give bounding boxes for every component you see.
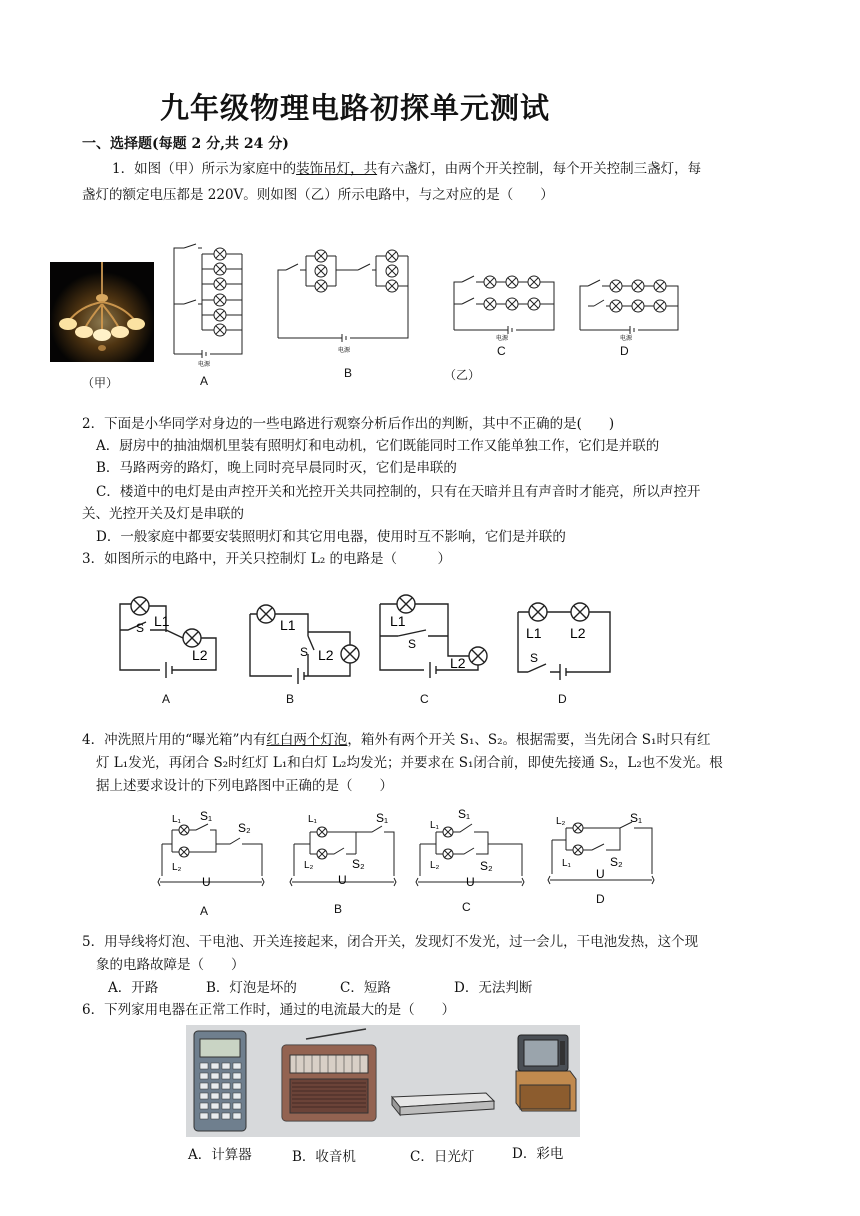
q1-option-d: D [620, 344, 629, 358]
svg-text:L1: L1 [390, 613, 406, 629]
q1-circuit-d [576, 276, 686, 342]
q6-option-b: B．收音机 [292, 1149, 356, 1165]
q1-caption-jia: （甲） [82, 376, 119, 390]
q6-option-d: D．彩电 [512, 1146, 564, 1162]
q6-stem: 6．下列家用电器在正常工作时，通过的电流最大的是（ ） [82, 1002, 456, 1018]
svg-text:电源: 电源 [198, 362, 211, 368]
television-image [516, 1035, 576, 1111]
q4-stem-line3: 据上述要求设计的下列电路图中正确的是（ ） [96, 778, 393, 794]
q4-option-d: D [596, 892, 605, 906]
svg-text:L₁: L₁ [562, 858, 571, 869]
q5-stem-line1: 5．用导线将灯泡、干电池、开关连接起来，闭合开关，发现灯不发光，过一会儿，干电池发热，这个现 [82, 934, 699, 950]
q4-stem-line2: 灯 L₁发光，再闭合 S₂时红灯 L₁和白灯 L₂均发光；并要求在 S₁闭合前，即使先接通 S₂，L₂也不发光。根 [96, 755, 723, 771]
q2-option-d: D．一般家庭中都要安装照明灯和其它用电器，使用时互不影响，它们是并联的 [96, 529, 566, 545]
chandelier-photo [50, 262, 154, 362]
svg-text:L1: L1 [526, 625, 542, 641]
q1-circuit-b [276, 248, 416, 354]
calculator-image [194, 1031, 246, 1131]
svg-text:电源: 电源 [620, 336, 633, 342]
q3-option-d: D [558, 692, 567, 706]
q3-circuit-a [116, 592, 224, 684]
svg-text:S: S [408, 637, 417, 651]
q3-option-a: A [162, 692, 171, 706]
svg-text:U: U [596, 867, 605, 881]
svg-text:S₂: S₂ [610, 855, 623, 869]
q1-caption-yi: （乙） [444, 368, 481, 382]
section-heading: 一、选择题(每题 2 分,共 24 分) [82, 136, 289, 152]
q4-option-a: A [200, 904, 209, 918]
svg-text:L₂: L₂ [172, 862, 182, 873]
q3-circuit-c [376, 590, 496, 682]
q5-option-d: D．无法判断 [454, 980, 533, 996]
q4-circuit-a [158, 806, 268, 892]
q2-stem: 2．下面是小华同学对身边的一些电路进行观察分析后作出的判断，其中不正确的是( ) [82, 416, 615, 432]
page-title: 九年级物理电路初探单元测试 [160, 91, 551, 125]
q3-circuit-b [246, 596, 368, 684]
svg-text:S: S [136, 621, 145, 635]
q4-option-b: B [334, 902, 343, 916]
appliances-picture [186, 1025, 580, 1137]
svg-text:L1: L1 [154, 613, 170, 629]
q1-option-c: C [497, 344, 506, 358]
q1-circuit-c [450, 272, 560, 342]
svg-text:S₁: S₁ [376, 811, 389, 825]
svg-text:S₂: S₂ [480, 859, 493, 873]
q6-option-a: A．计算器 [188, 1147, 252, 1163]
q5-stem-line2: 象的电路故障是（ ） [96, 957, 245, 973]
q2-option-b: B．马路两旁的路灯，晚上同时亮早晨同时灭，它们是串联的 [96, 460, 457, 476]
q1-circuit-a [170, 244, 250, 368]
svg-text:U: U [466, 875, 475, 889]
svg-text:电源: 电源 [496, 336, 509, 342]
svg-text:L2: L2 [318, 647, 334, 663]
svg-text:L2: L2 [450, 655, 466, 671]
svg-text:电源: 电源 [338, 348, 351, 354]
svg-text:U: U [338, 873, 347, 887]
svg-text:U: U [202, 875, 211, 889]
svg-text:L2: L2 [192, 647, 208, 663]
svg-text:L₂: L₂ [430, 860, 440, 871]
q3-stem: 3．如图所示的电路中，开关只控制灯 L₂ 的电路是（ ） [82, 551, 452, 567]
q4-circuit-d [548, 810, 660, 890]
svg-text:L1: L1 [280, 617, 296, 633]
q2-option-a: A．厨房中的抽油烟机里装有照明灯和电动机，它们既能同时工作又能单独工作，它们是并联的 [96, 438, 660, 454]
svg-text:L₁: L₁ [308, 814, 317, 825]
q1-stem-line1: 1．如图（甲）所示为家庭中的装饰吊灯，共有六盏灯，由两个开关控制，每个开关控制三盏灯，每 [112, 161, 702, 177]
q5-option-a: A．开路 [108, 980, 159, 996]
svg-text:L2: L2 [570, 625, 586, 641]
q2-option-c-line2: 关、光控开关及灯是串联的 [82, 506, 244, 522]
svg-text:L₂: L₂ [556, 816, 566, 827]
q1-option-b: B [344, 366, 353, 380]
q1-option-a: A [200, 374, 209, 388]
q4-stem-line1: 4．冲洗照片用的“曝光箱”内有红白两个灯泡，箱外有两个开关 S₁、S₂。根据需要，当先闭合 S₁时只有红 [82, 732, 711, 748]
q4-option-c: C [462, 900, 471, 914]
q2-option-c-line1: C．楼道中的电灯是由声控开关和光控开关共同控制的，只有在天暗并且有声音时才能亮，所以声控开 [96, 484, 701, 500]
svg-text:L₁: L₁ [172, 814, 181, 825]
svg-text:L₂: L₂ [304, 860, 314, 871]
svg-text:S₁: S₁ [630, 811, 643, 825]
q4-circuit-b [290, 806, 402, 892]
q6-option-c: C．日光灯 [410, 1149, 475, 1165]
q4-circuit-c [416, 806, 528, 892]
q3-circuit-d [514, 598, 614, 680]
q5-option-c: C．短路 [340, 980, 391, 996]
svg-text:S₂: S₂ [352, 857, 365, 871]
svg-text:S: S [300, 645, 309, 659]
q3-option-c: C [420, 692, 429, 706]
q5-option-b: B．灯泡是坏的 [206, 980, 297, 996]
svg-text:S₂: S₂ [238, 821, 251, 835]
svg-text:S: S [530, 651, 539, 665]
q1-stem-line2: 盏灯的额定电压都是 220V。则如图（乙）所示电路中，与之对应的是（ ） [82, 187, 554, 203]
svg-text:S₁: S₁ [458, 807, 471, 821]
svg-text:S₁: S₁ [200, 809, 213, 823]
q3-option-b: B [286, 692, 295, 706]
svg-text:L₁: L₁ [430, 820, 439, 831]
